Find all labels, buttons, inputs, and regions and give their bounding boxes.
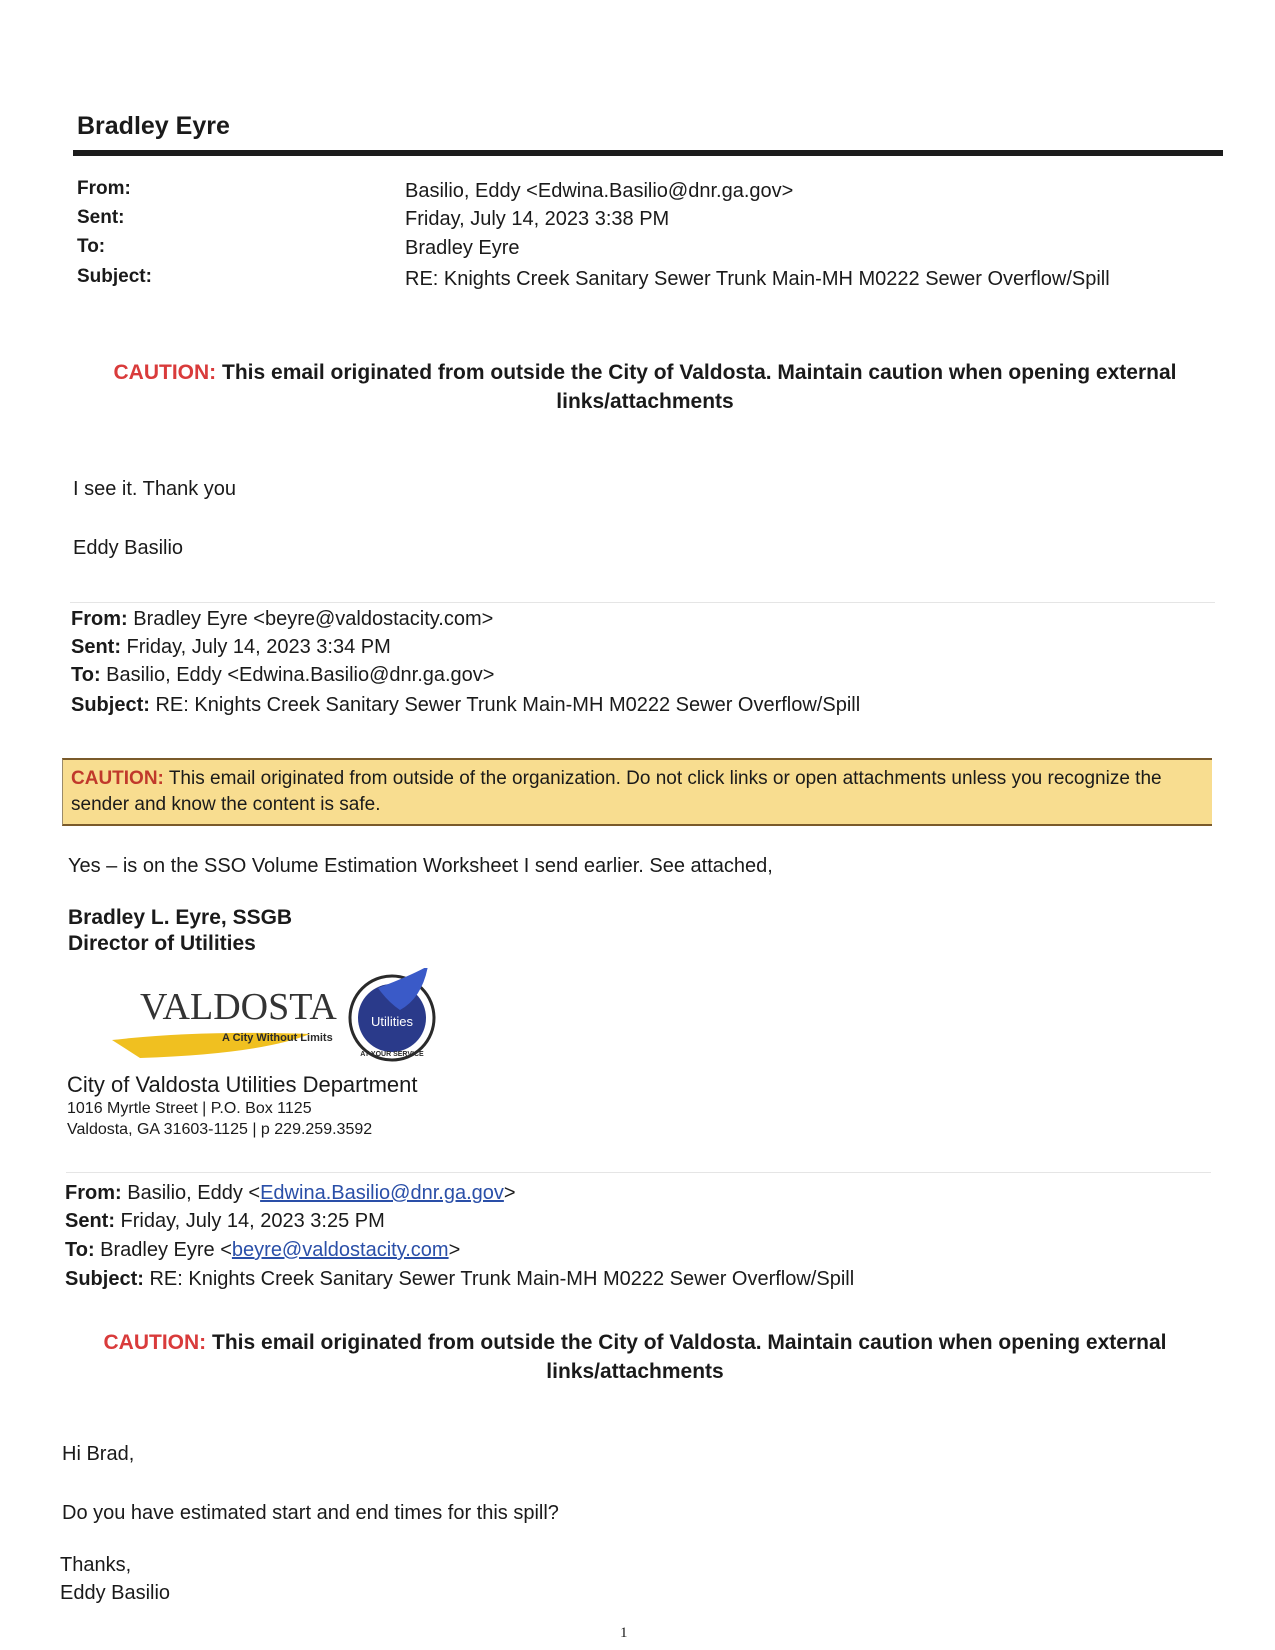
message-line: I see it. Thank you xyxy=(73,478,237,500)
valdosta-logo xyxy=(110,968,450,1068)
message-signoff: Eddy Basilio xyxy=(73,537,184,559)
quoted-from: From: Bradley Eyre <beyre@valdostacity.com> xyxy=(71,608,494,630)
separator xyxy=(66,1172,1211,1173)
sent-value: Friday, July 14, 2023 3:38 PM xyxy=(405,208,670,230)
signature-name: Bradley L. Eyre, SSGB xyxy=(68,906,293,929)
mailbox-owner-name: Bradley Eyre xyxy=(77,112,230,140)
signature-title: Director of Utilities xyxy=(68,932,256,955)
signature-address-line2: Valdosta, GA 31603-1125 | p 229.259.3592 xyxy=(67,1121,373,1138)
caution-text-line2: links/attachments xyxy=(556,390,734,413)
caution-text-line2: links/attachments xyxy=(546,1360,724,1383)
from-label: From: xyxy=(77,178,131,199)
logo-seal-ring-text: AT YOUR SERVICE xyxy=(360,1051,424,1058)
signature-department: City of Valdosta Utilities Department xyxy=(67,1072,418,1097)
separator xyxy=(70,602,1215,603)
quoted-to: To: Basilio, Eddy <Edwina.Basilio@dnr.ga.gov> xyxy=(71,664,495,686)
quoted-sent: Sent: Friday, July 14, 2023 3:25 PM xyxy=(65,1210,385,1232)
message-thanks: Thanks, xyxy=(60,1554,132,1576)
quoted-subject: Subject: RE: Knights Creek Sanitary Sewer Trunk Main-MH M0222 Sewer Overflow/Spill xyxy=(71,694,861,716)
logo-tagline: A City Without Limits xyxy=(222,1032,333,1044)
caution-notice-1 xyxy=(70,358,1220,416)
message-signoff: Eddy Basilio xyxy=(60,1582,171,1604)
subject-value: RE: Knights Creek Sanitary Sewer Trunk Main-MH M0222 Sewer Overflow/Spill xyxy=(405,268,1110,290)
banner-caution-label: CAUTION: xyxy=(71,768,164,789)
quoted-to: To: Bradley Eyre <beyre@valdostacity.com> xyxy=(65,1239,461,1261)
external-email-banner xyxy=(62,758,1212,826)
email-link[interactable]: Edwina.Basilio@dnr.ga.gov xyxy=(260,1182,504,1204)
quoted-subject: Subject: RE: Knights Creek Sanitary Sewer Trunk Main-MH M0222 Sewer Overflow/Spill xyxy=(65,1268,855,1290)
sent-label: Sent: xyxy=(77,207,125,228)
to-label: To: xyxy=(77,236,106,257)
caution-notice-2 xyxy=(60,1328,1210,1386)
subject-label: Subject: xyxy=(77,266,152,287)
to-value: Bradley Eyre xyxy=(405,237,520,259)
message-line: Yes – is on the SSO Volume Estimation Worksheet I send earlier. See attached, xyxy=(68,855,773,877)
quoted-sent: Sent: Friday, July 14, 2023 3:34 PM xyxy=(71,636,391,658)
message-line: Do you have estimated start and end times for this spill? xyxy=(62,1502,559,1524)
banner-caution-text: This email originated from outside of the organization. Do not click links or open attachments unless you recognize the sender and know the content is safe. xyxy=(71,768,1162,815)
caution-label: CAUTION: xyxy=(103,1331,207,1354)
owner-header-rule xyxy=(73,150,1223,156)
caution-label: CAUTION: xyxy=(113,361,217,384)
message-greeting: Hi Brad, xyxy=(62,1443,135,1465)
page-number: 1 xyxy=(620,1625,628,1641)
signature-address-line1: 1016 Myrtle Street | P.O. Box 1125 xyxy=(67,1100,312,1117)
email-link[interactable]: beyre@valdostacity.com xyxy=(231,1239,449,1261)
logo-wordmark: VALDOSTA xyxy=(140,986,337,1028)
caution-text: This email originated from outside the City of Valdosta. Maintain caution when opening external xyxy=(216,361,1177,384)
quoted-from: From: Basilio, Eddy <Edwina.Basilio@dnr.ga.gov> xyxy=(65,1182,516,1204)
from-value: Basilio, Eddy <Edwina.Basilio@dnr.ga.gov> xyxy=(405,180,794,202)
caution-text: This email originated from outside the City of Valdosta. Maintain caution when opening external xyxy=(206,1331,1167,1354)
signature-block xyxy=(68,905,292,957)
logo-seal-text: Utilities xyxy=(371,1014,413,1029)
